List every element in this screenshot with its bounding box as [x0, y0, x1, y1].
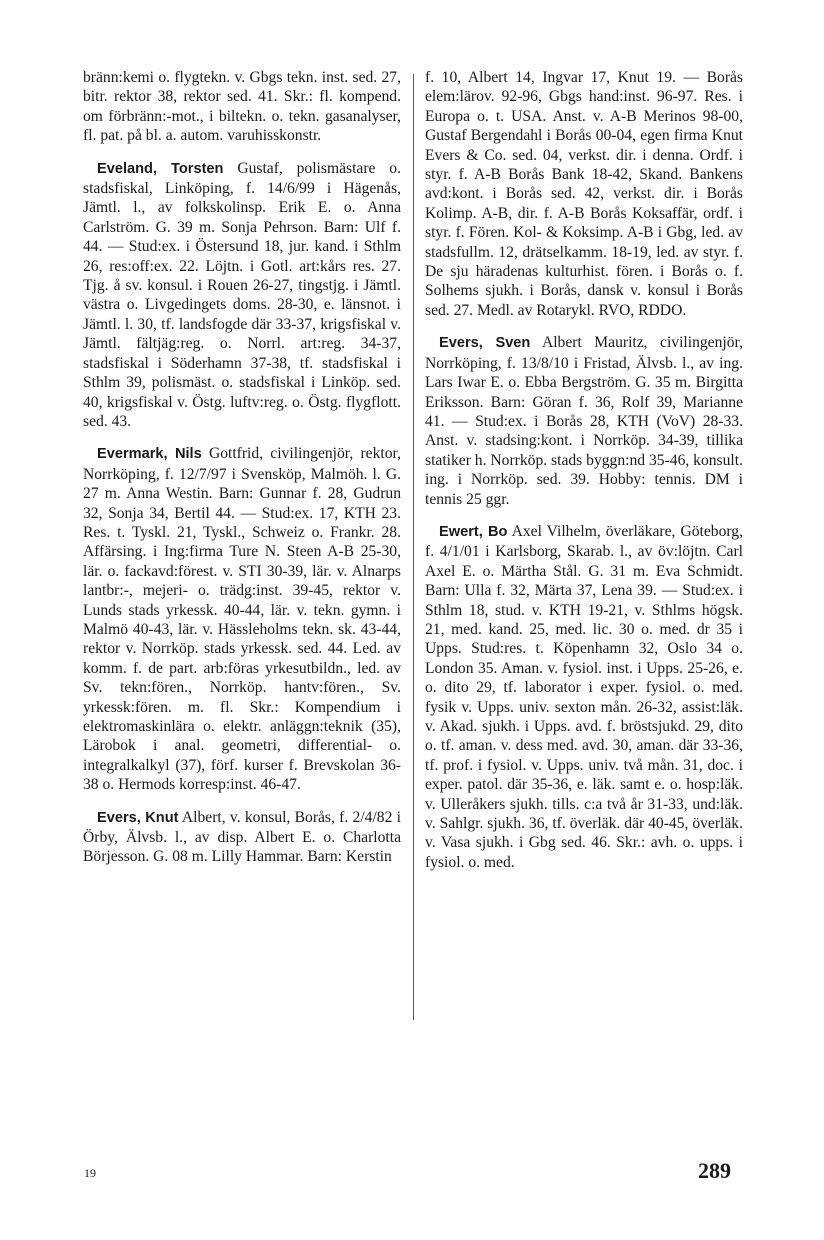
signature-mark: 19 — [84, 1166, 96, 1180]
entry-evers-sven — [425, 333, 743, 509]
entry-continuation — [425, 68, 743, 320]
entry-evers-knut — [83, 808, 401, 867]
entry-text: Gustaf, polismästare o. stadsfiskal, Linköping, f. 14/6/99 i Hägenås, Jämtl. l., av folkskolinsp. Erik E. o. Anna Carlström. G. 39 m. Sonja Pehrson. Barn: Ulf f. 44. — Stud:ex. i Östersund 18, jur. kand. i Sthlm 26, res:off:ex. 22. Löjtn. i Gotl. art:kårs res. 27. Tjg. å sv. konsul. i Rouen 26-27, tingstjg. i Jämtl. västra o. Livgedingets doms. 28-30, e. länsnot. i Jämtl. l. 30, tf. landsfogde där 33-37, krigsfiskal v. Jämtl. fältjäg:reg. o. Norrl. art:reg. 34-37, stadsfiskal i Söderhamn 37-38, tf. stadsfiskal i Sthlm 39, polismäst. o. stadsfiskal i Linköp. sed. 40, krigsfiskal v. Östg. luftv:reg. o. Östg. flygflott. sed. 43. — [83, 159, 401, 430]
entry-text: f. 10, Albert 14, Ingvar 17, Knut 19. — Borås elem:lärov. 92-96, Gbgs hand:inst. 96-97. Res. i Europa o. t. USA. Anst. v. A-B Merinos 98-00, Gustaf Bergendahl i Borås 00-04, egen firma Knut Evers & Co. sed. 04, verkst. dir. i denna. Ordf. i styr. f. A-B Borås Bank 18-42, Skand. Bankens avd:kont. i Borås sed. 42, verkst. dir. i Borås Kolimp. A-B, dir. f. A-B Borås Koksaffär, ordf. i styr. f. Fören. Kol- & Koksimp. A-B i Gbg, led. av stadsfullm. 12, drätselkamm. 18-19, led. av styr. f. De sju häradenas kulturhist. fören. i Borås o. f. Solhems sjukh. i Borås, dansk v. konsul i Borås sed. 27. Medl. av Rotarykl. RVO, RDDO. — [425, 69, 743, 319]
entry-text: Axel Vilhelm, överläkare, Göteborg, f. 4/1/01 i Karlsborg, Skarab. l., av öv:löjtn. Carl Axel E. o. Märtha Stål. G. 31 m. Eva Schmidt. Barn: Ulla f. 32, Märta 37, Lena 39. — Stud:ex. i Sthlm 18, stud. v. KTH 19-21, v. Sthlms högsk. 21, med. kand. 25, med. lic. 30 o. med. dr 35 i Upps. Stud:res. t. Köpenhamn 32, Oslo 34 o. London 35. Aman. v. fysiol. inst. i Upps. 25-26, e. o. dito 29, tf. laborator i exper. fysiol. o. med. fysik v. Upps. univ. sexton mån. 26-32, assist:läk. v. Akad. sjukh. i Upps. avd. f. bröstsjukd. 29, dito o. tf. aman. v. dess med. avd. 30, aman. där 33-36, tf. prof. i fysiol. v. Upps. univ. två mån. 31, doc. i exper. patol. där 35-36, e. läk. samt e. o. hosp:läk. v. Ulleråkers sjukh. tills. c:a två år 31-33, und:läk. v. Sahlgr. sjukh. 36, tf. överläk. där 40-45, överläk. v. Vasa sjukh. i Gbg sed. 46. Skr.: avh. o. upps. i fysiol. o. med. — [425, 522, 743, 871]
entry-text: Gottfrid, civilingenjör, rektor, Norrköping, f. 12/7/97 i Svensköp, Malmöh. l. G. 27 m. Anna Westin. Barn: Gunnar f. 28, Gudrun 32, Sonja 34, Bertil 44. — Stud:ex. 17, KTH 23. Res. t. Tyskl. 21, Tyskl., Schweiz o. Frankr. 28. Affärsing. i Ing:firma Ture N. Steen A-B 25-30, lär. o. fackavd:förest. v. STI 30-39, lär. v. Alnarps lantbr:-, mejeri- o. trädg:inst. 39-45, rektor v. Lunds stads yrkessk. 40-44, lär. v. tekn. gymn. i Malmö 40-43, lär. v. Hässleholms tekn. sk. 43-44, rektor v. Norrköp. stads yrkessk. sed. 44. Led. av komm. f. de part. arb:föras yrkesutbildn., led. av Sv. tekn:fören., Norrköp. hantv:fören., Sv. yrkessk:fören. m. fl. Skr.: Kompendium i elektromaskinlära o. elektr. anläggn:teknik (35), Lärobok i anal. geometri, differential- o. integralkalkyl (37), förf. kurser f. Brevskolan 36-38 o. Hermods korresp:inst. 46-47. — [83, 445, 401, 794]
entry-name: Evers, Sven — [439, 335, 531, 352]
entry-text: bränn:kemi o. flygtekn. v. Gbgs tekn. inst. sed. 27, bitr. rektor 38, rektor sed. 41. Skr.: fl. kompend. om förbränn:-mot., i biltekn. o. tekn. gasanalyser, fl. pat. på bl. a. autom. varuhisskonstr. — [83, 69, 401, 145]
entry-continuation — [83, 68, 401, 146]
right-column — [425, 68, 743, 885]
entry-eveland — [83, 159, 401, 432]
entry-text: Albert, v. konsul, Borås, f. 2/4/82 i Örby, Älvsb. l., av disp. Albert E. o. Charlotta Börjesson. G. 08 m. Lilly Hammar. Barn: Kerstin — [83, 808, 401, 866]
page-number: 289 — [698, 1158, 731, 1183]
entry-name: Evers, Knut — [97, 809, 179, 826]
column-divider — [413, 74, 414, 1020]
entry-text: Albert Mauritz, civilingenjör, Norrköping, f. 13/8/10 i Fristad, Älvsb. l., av ing. Lars Iwar E. o. Ebba Bergström. G. 35 m. Birgitta Eriksson. Barn: Göran f. 36, Rolf 39, Marianne 41. — Stud:ex. i Borås 28, KTH (VoV) 28-33. Anst. v. stadsing:kont. i Norrköp. 34-39, tillika statiker h. Norrköp. stads byggn:nd 35-46, konsult. ing. i Norrköp. sed. 39. Hobby: tennis. DM i tennis 25 ggr. — [425, 334, 743, 508]
entry-name: Evermark, Nils — [97, 446, 202, 463]
entry-name: Ewert, Bo — [439, 523, 508, 540]
entry-evermark — [83, 444, 401, 794]
left-column — [83, 68, 401, 880]
entry-name: Eveland, Torsten — [97, 160, 224, 177]
entry-ewert — [425, 522, 743, 872]
